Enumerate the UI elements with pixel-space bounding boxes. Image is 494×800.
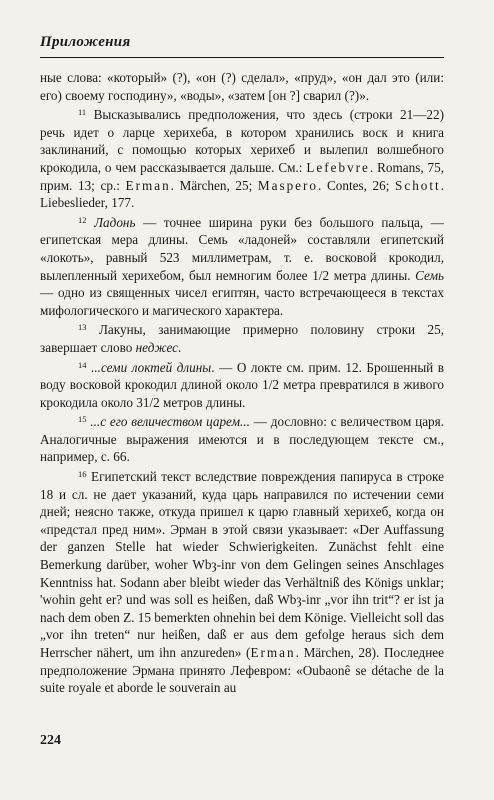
text-run: Лакуны, занимающие примерно половину строки 25, завершает слово	[40, 322, 444, 355]
text-run: . Romans, 75, прим. 13; ср.:	[40, 159, 444, 193]
text-run: — точнее ширина руки без большого пальца, — египетская мера длины. Семь «ладоней» составляли египетский «локоть», равный 523 миллиметрам, т. е. восковой крокодил, вылепленный херихебом, был немногим более	[40, 214, 444, 283]
header-rule	[40, 57, 444, 58]
footnote-number: 14	[78, 359, 87, 370]
footnote-11	[40, 106, 444, 212]
fraction: 1/2	[142, 394, 160, 410]
continued-text	[40, 69, 444, 104]
footnote-number: 15	[78, 414, 87, 425]
text-run: метров длины.	[159, 394, 246, 410]
running-header: Приложения	[40, 34, 131, 50]
text-run: . Contes, 26;	[318, 177, 395, 193]
italic-term: Семь	[415, 267, 444, 283]
footnote-number: 11	[78, 107, 87, 118]
author-name: Erman	[125, 177, 171, 193]
text-run: метра длины.	[329, 267, 416, 283]
text-run: . Märchen, 25;	[170, 177, 258, 193]
footnote-14	[40, 359, 444, 412]
italic-term: ...семи локтей длины	[91, 359, 212, 375]
text-run: . Liebeslieder, 177.	[40, 177, 444, 211]
italic-term: неджес	[135, 339, 179, 355]
text-run: . — О локте см. прим. 12. Брошенный в воду восковой крокодил длиной около	[40, 359, 445, 393]
text-run: — одно из священных чисел египтян, часто встречающееся в текстах мифологического и магического характера.	[40, 285, 444, 318]
footnote-number: 16	[78, 469, 87, 480]
italic-term: ...с его величеством царем...	[90, 414, 250, 430]
footnote-12	[40, 214, 444, 320]
footnote-13	[40, 321, 444, 356]
text-run: ные слова: «который» (?), «он (?) сделал», «пруд», «он дал это (или: его) своему господину», «воды», «затем [он ?] сварил (?)».	[40, 70, 444, 103]
footnote-16	[40, 468, 444, 697]
author-name: Erman	[250, 645, 296, 660]
fraction: 1/2	[262, 377, 279, 393]
footnote-number: 12	[78, 214, 87, 225]
page-number: 224	[40, 733, 61, 748]
text-run: метра превратился в живого крокодила около 3	[40, 377, 444, 410]
text-run: . Märchen, 28). Последнее предположение Эрмана принято Лефевром: «Oubaonê se détache de la suite royale et aborde le souverain au	[40, 645, 444, 696]
author-name: Schott	[395, 177, 441, 193]
footnote-15	[40, 413, 444, 466]
text-run: Высказывались предположения, что здесь (строки 21—22) речь идет о ларце херихеба, в котором хранились воск и книга заклинаний, с помощью которых херихеб и вылепил волшебного крокодила, о чем рассказывается дальше. См.:	[40, 107, 444, 175]
author-name: Maspero	[257, 177, 319, 193]
text-run: — дословно: с величеством царя. Аналогичные выражения имеются и в последующем тексте см., например, с. 66.	[40, 414, 445, 465]
italic-term: Ладонь	[94, 214, 136, 230]
text-run: Египетский текст вследствие повреждения папируса в строке 18 и сл. не дает указаний, куда царь направился по истечении семи дней; неясно также, откуда пришел к царю главный херихеб, когда он «предстал пред ним». Эрман в этой связи указывает: «Der Auffassung der ganzen Stelle hat wieder Schwierigkeiten. Zunächst fehlt eine Bemerkung darüber, woher Wbȝ-inr von dem Gelingen seines Anschlages Kenntniss hat. Sodann aber bleibt wieder das Verhältniß des Königs unklar; 'wohin geht er? und was soll es heißen, daß Wbȝ-inr „vor ihn trit“? er ist ja nach dem oben Z. 15 bemerkten ohnehin bei dem Könige. Vielleicht soll das „vor ihn treten“ nur heißen, daß er aus dem gefolge heraus sich dem Herrscher nähert, um ihn anzureden» (	[40, 469, 445, 660]
text-run	[87, 215, 95, 230]
notes-body	[40, 69, 444, 697]
footnote-number: 13	[78, 322, 87, 333]
text-run: .	[178, 339, 182, 355]
author-name: Lefebvre	[306, 159, 370, 175]
fraction: 1/2	[312, 267, 330, 283]
